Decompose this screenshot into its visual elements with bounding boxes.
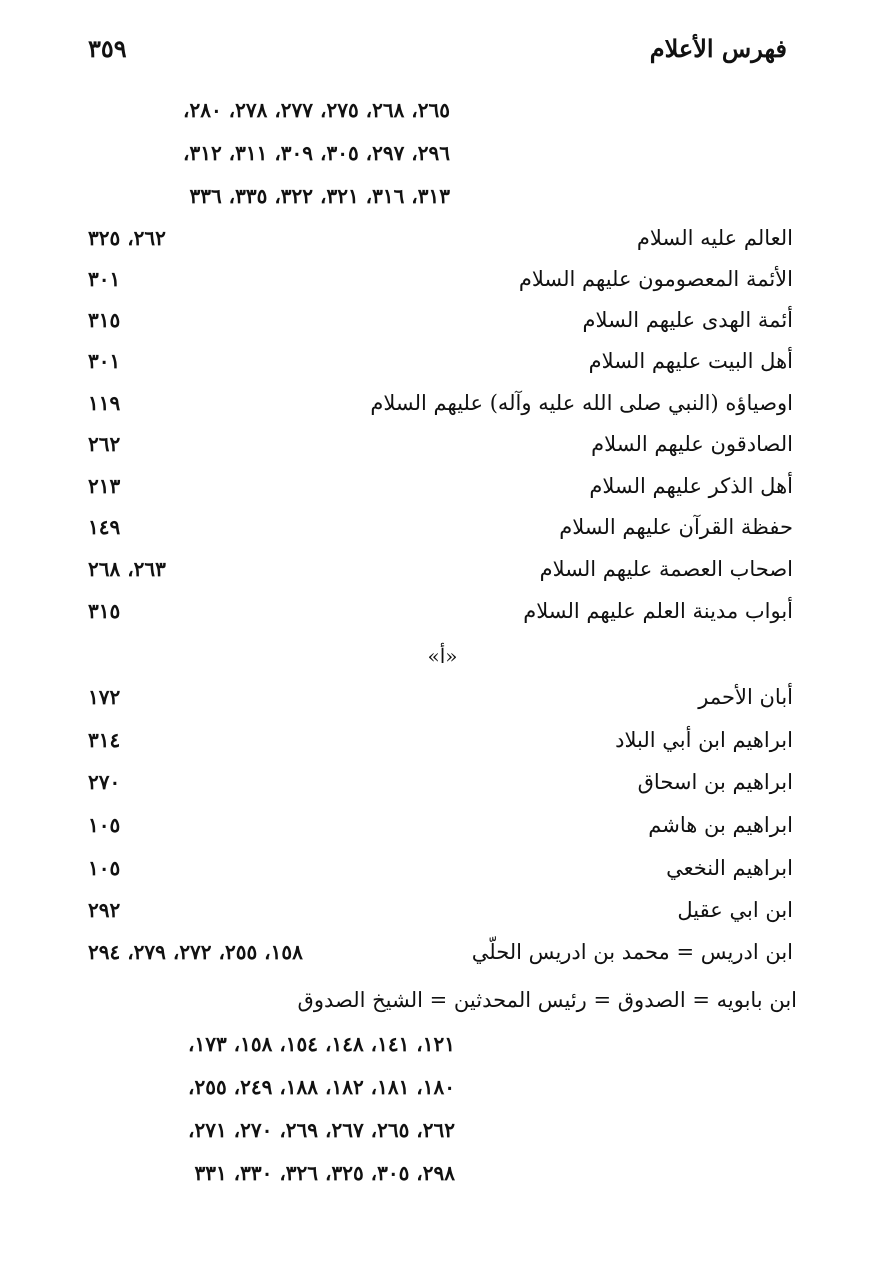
entry-name: ابراهيم النخعي [666,856,793,880]
section-letter-heading: «أ» [427,644,458,668]
entry-name-babawayh: ابن بابويه = الصدوق = رئيس المحدثين = الشيخ الصدوق [297,988,797,1012]
entry-pages: ١٤٩ [88,515,121,539]
entry-pages: ٣٠١ [88,267,121,291]
entry-pages: ٣١٤ [88,728,121,752]
entry-name: أهل البيت عليهم السلام [588,349,793,373]
index-entry [88,424,793,464]
entry-pages: ١١٩ [88,391,121,415]
entry-pages: ١٥٨، ٢٥٥، ٢٧٢، ٢٧٩، ٢٩٤ [88,940,303,964]
entry-name: ابراهيم ابن أبي البلاد [615,728,793,752]
index-entry [88,259,793,299]
entry-pages: ١٧٢ [88,685,121,709]
entry-name: أبواب مدينة العلم عليهم السلام [523,599,793,623]
index-entry [88,762,793,802]
entry-pages: ٢٦٢، ٣٢٥ [88,226,166,250]
entry-pages: ٢١٣ [88,474,121,498]
index-entry [88,383,793,423]
continuation-line: ١٨٠، ١٨١، ١٨٢، ١٨٨، ٢٤٩، ٢٥٥، [188,1075,455,1099]
running-header-title: فهرس الأعلام [649,34,787,63]
index-entry [88,677,793,717]
entry-name: اصحاب العصمة عليهم السلام [539,557,793,581]
entry-pages: ٢٧٠ [88,770,121,794]
continuation-line: ٢٦٥، ٢٦٨، ٢٧٥، ٢٧٧، ٢٧٨، ٢٨٠، [183,98,450,122]
index-entry [88,591,793,631]
continuation-line: ٢٩٦، ٢٩٧، ٣٠٥، ٣٠٩، ٣١١، ٣١٢، [183,141,450,165]
index-entry [88,507,793,547]
entry-name: ابراهيم بن اسحاق [637,770,793,794]
entry-name: أبان الأحمر [698,685,793,709]
index-entry [88,932,793,972]
index-entry [88,848,793,888]
entry-name: ابن ابي عقيل [677,898,793,922]
index-entry [88,805,793,845]
page-number: ٣٥٩ [88,34,127,63]
entry-pages: ٢٩٢ [88,898,121,922]
entry-name: الصادقون عليهم السلام [591,432,793,456]
entry-pages: ٣٠١ [88,349,121,373]
entry-pages: ٢٦٣، ٢٦٨ [88,557,166,581]
index-entry [88,549,793,589]
continuation-line: ٣١٣، ٣١٦، ٣٢١، ٣٢٢، ٣٣٥، ٣٣٦ [189,184,450,208]
index-entry [88,720,793,760]
entry-pages: ٣١٥ [88,308,121,332]
entry-name: اوصياؤه (النبي صلى الله عليه وآله) عليهم السلام [370,391,793,415]
entry-name: أئمة الهدى عليهم السلام [582,308,793,332]
continuation-line: ٢٦٢، ٢٦٥، ٢٦٧، ٢٦٩، ٢٧٠، ٢٧١، [188,1118,455,1142]
continuation-line: ١٢١، ١٤١، ١٤٨، ١٥٤، ١٥٨، ١٧٣، [188,1032,455,1056]
entry-pages: ١٠٥ [88,813,121,837]
entry-name: ابراهيم بن هاشم [648,813,793,837]
index-entry [88,890,793,930]
entry-name: العالم عليه السلام [636,226,793,250]
index-entry [88,341,793,381]
index-entry [88,466,793,506]
entry-name: حفظة القرآن عليهم السلام [559,515,793,539]
entry-pages: ٣١٥ [88,599,121,623]
continuation-line: ٢٩٨، ٣٠٥، ٣٢٥، ٣٢٦، ٣٣٠، ٣٣١ [194,1161,455,1185]
entry-name: الأئمة المعصومون عليهم السلام [518,267,793,291]
entry-name: ابن ادريس = محمد بن ادريس الحلّي [471,940,793,964]
entry-pages: ١٠٥ [88,856,121,880]
index-entry [88,218,793,258]
index-entry [88,300,793,340]
entry-name: أهل الذكر عليهم السلام [589,474,793,498]
entry-pages: ٢٦٢ [88,432,121,456]
